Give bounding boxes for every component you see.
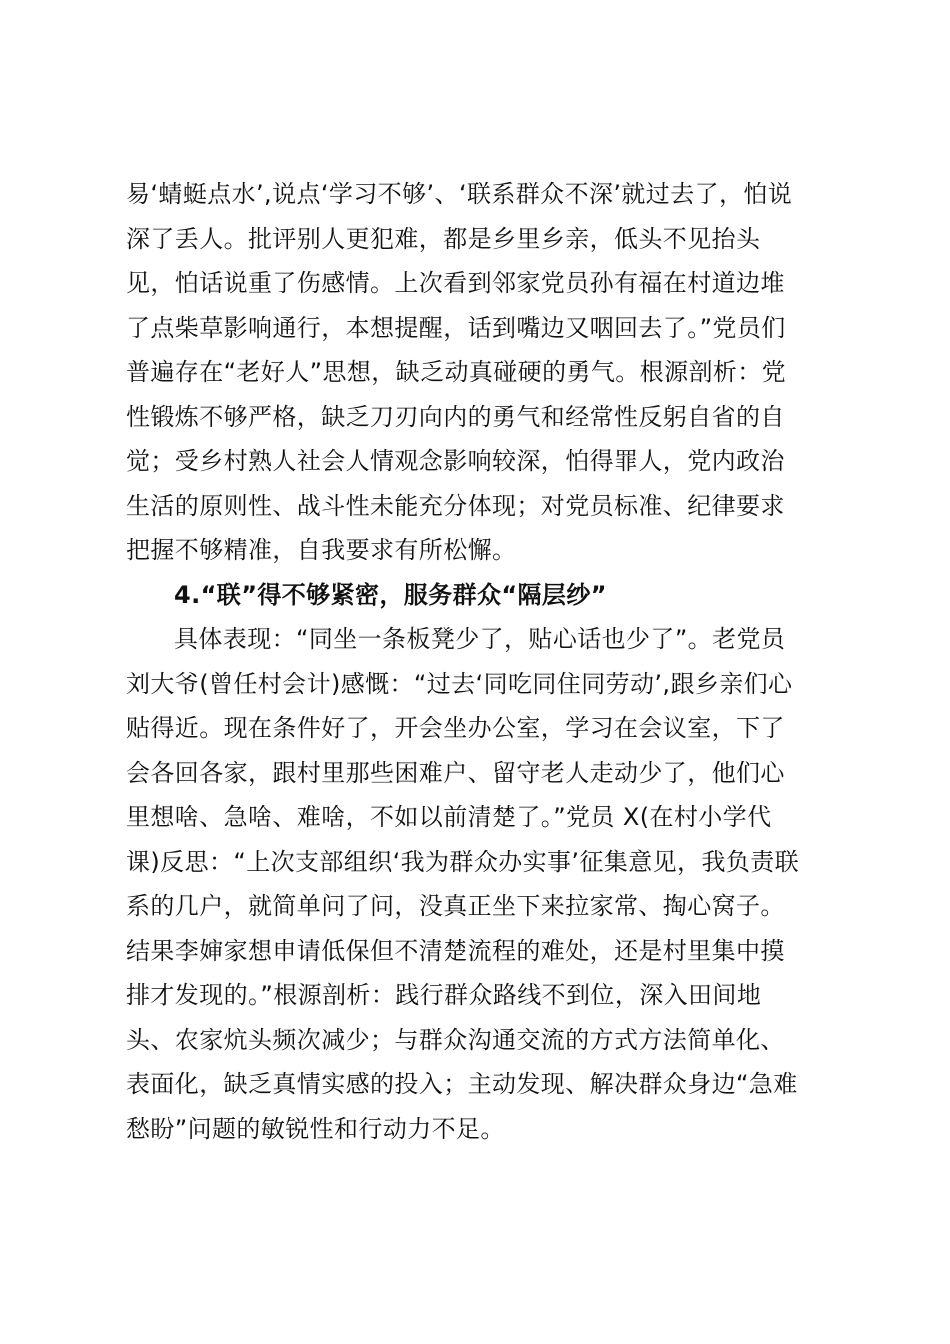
section-3-tail	[126, 172, 831, 573]
paragraph-line: 觉；受乡村熟人社会人情观念影响较深，怕得罪人，党内政治	[126, 447, 785, 475]
paragraph-line: 头、农家炕头频次减少；与群众沟通交流的方式方法简单化、	[126, 1025, 785, 1054]
paragraph-line: 深了丢人。批评别人更犯难，都是乡里乡亲，低头不见抬头	[126, 224, 761, 253]
section-4-heading: 4.“联”得不够紧密，服务群众“隔层纱”	[174, 580, 607, 609]
paragraph-line: 表面化，缺乏真情实感的投入；主动发现、解决群众身边“急难	[126, 1070, 798, 1098]
paragraph-line: 普遍存在“老好人”思想，缺乏动真碰硬的勇气。根源剖析：党	[126, 358, 787, 386]
paragraph-line: 易‘蜻蜓点水’,说点‘学习不够’、‘联系群众不深’就过去了，怕说	[126, 180, 793, 208]
paragraph-line: 把握不够精准，自我要求有所松懈。	[126, 536, 517, 564]
paragraph-line: 性锻炼不够严格，缺乏刀刃向内的勇气和经常性反躬自省的自	[126, 402, 785, 431]
paragraph-line: 会各回各家，跟村里那些困难户、留守老人走动少了，他们心	[126, 758, 785, 787]
document-body	[126, 172, 831, 1151]
section-4-body	[126, 617, 831, 1151]
paragraph-line: 刘大爷(曾任村会计)感慨：“过去‘同吃同住同劳动’,跟乡亲们心	[126, 669, 793, 698]
paragraph-line: 了点柴草影响通行，本想提醒，话到嘴边又咽回去了。”党员们	[126, 313, 786, 342]
paragraph-line: 愁盼”问题的敏锐性和行动力不足。	[126, 1114, 505, 1143]
paragraph-line: 见，怕话说重了伤感情。上次看到邻家党员孙有福在村道边堆	[126, 269, 785, 297]
paragraph-line: 结果李婶家想申请低保但不清楚流程的难处，还是村里集中摸	[126, 936, 785, 965]
paragraph-line: 排才发现的。”根源剖析：践行群众路线不到位，深入田间地	[126, 981, 762, 1009]
paragraph-line: 里想啥、急啥、难啥，不如以前清楚了。”党员 X(在村小学代	[126, 803, 772, 831]
paragraph-line: 贴得近。现在条件好了，开会坐办公室，学习在会议室，下了	[126, 714, 785, 742]
paragraph-line: 课)反思：“上次支部组织‘我为群众办实事’征集意见，我负责联	[126, 847, 800, 876]
paragraph-line: 具体表现：“同坐一条板凳少了，贴心话也少了”。老党员	[174, 625, 786, 653]
paragraph-line: 生活的原则性、战斗性未能充分体现；对党员标准、纪律要求	[126, 491, 785, 520]
paragraph-line: 系的几户，就简单问了问，没真正坐下来拉家常、掏心窝子。	[126, 892, 785, 920]
